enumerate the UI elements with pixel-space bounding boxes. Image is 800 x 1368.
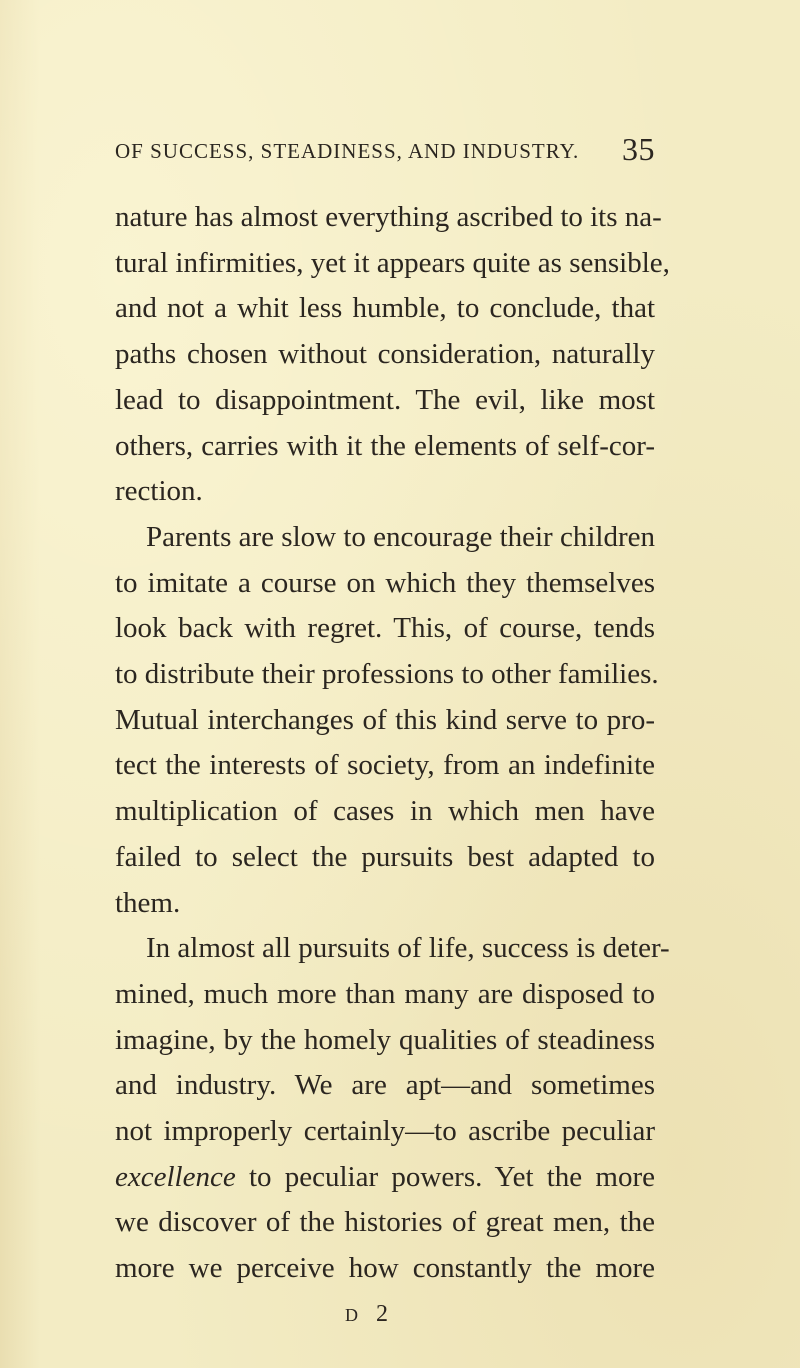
signature-letter: D <box>345 1305 364 1325</box>
text-line: multiplication of cases in which men have <box>115 795 655 827</box>
text-span: to peculiar powers. Yet the more <box>235 1161 655 1193</box>
text-line: nature has almost everything ascribed to its na- <box>115 201 662 233</box>
page-number: 35 <box>622 131 655 167</box>
text-line: tural infirmities, yet it appears quite as sensible, <box>115 247 670 279</box>
text-line: In almost all pursuits of life, success is deter- <box>146 932 670 964</box>
text-line <box>115 1160 655 1194</box>
text-line: and not a whit less humble, to conclude, that <box>115 292 655 324</box>
italic-word: excellence <box>115 1161 236 1193</box>
text-line: lead to disappointment. The evil, like most <box>115 384 655 416</box>
text-line: tect the interests of society, from an indefinite <box>115 749 655 781</box>
printer-signature <box>345 1301 394 1328</box>
text-line: rection. <box>115 475 203 507</box>
text-line: to distribute their professions to other families. <box>115 658 659 690</box>
text-line: not improperly certainly—to ascribe peculiar <box>115 1115 655 1147</box>
text-line: and industry. We are apt—and sometimes <box>115 1069 655 1101</box>
text-line: to imitate a course on which they themselves <box>115 567 655 599</box>
text-line: them. <box>115 887 181 919</box>
text-line: mined, much more than many are disposed to <box>115 978 655 1010</box>
text-line: we discover of the histories of great men, the <box>115 1206 655 1238</box>
text-line: others, carries with it the elements of self-cor- <box>115 430 655 462</box>
running-head-title: OF SUCCESS, STEADINESS, AND INDUSTRY. <box>115 139 580 163</box>
text-line: imagine, by the homely qualities of steadiness <box>115 1024 655 1056</box>
signature-number: 2 <box>376 1301 394 1327</box>
running-head <box>115 131 655 167</box>
text-line: Parents are slow to encourage their children <box>146 521 655 553</box>
text-line: look back with regret. This, of course, tends <box>115 612 655 644</box>
text-line: Mutual interchanges of this kind serve to pro- <box>115 704 655 736</box>
text-line: failed to select the pursuits best adapted to <box>115 841 655 873</box>
text-line: more we perceive how constantly the more <box>115 1252 655 1284</box>
text-line: paths chosen without consideration, naturally <box>115 338 655 370</box>
